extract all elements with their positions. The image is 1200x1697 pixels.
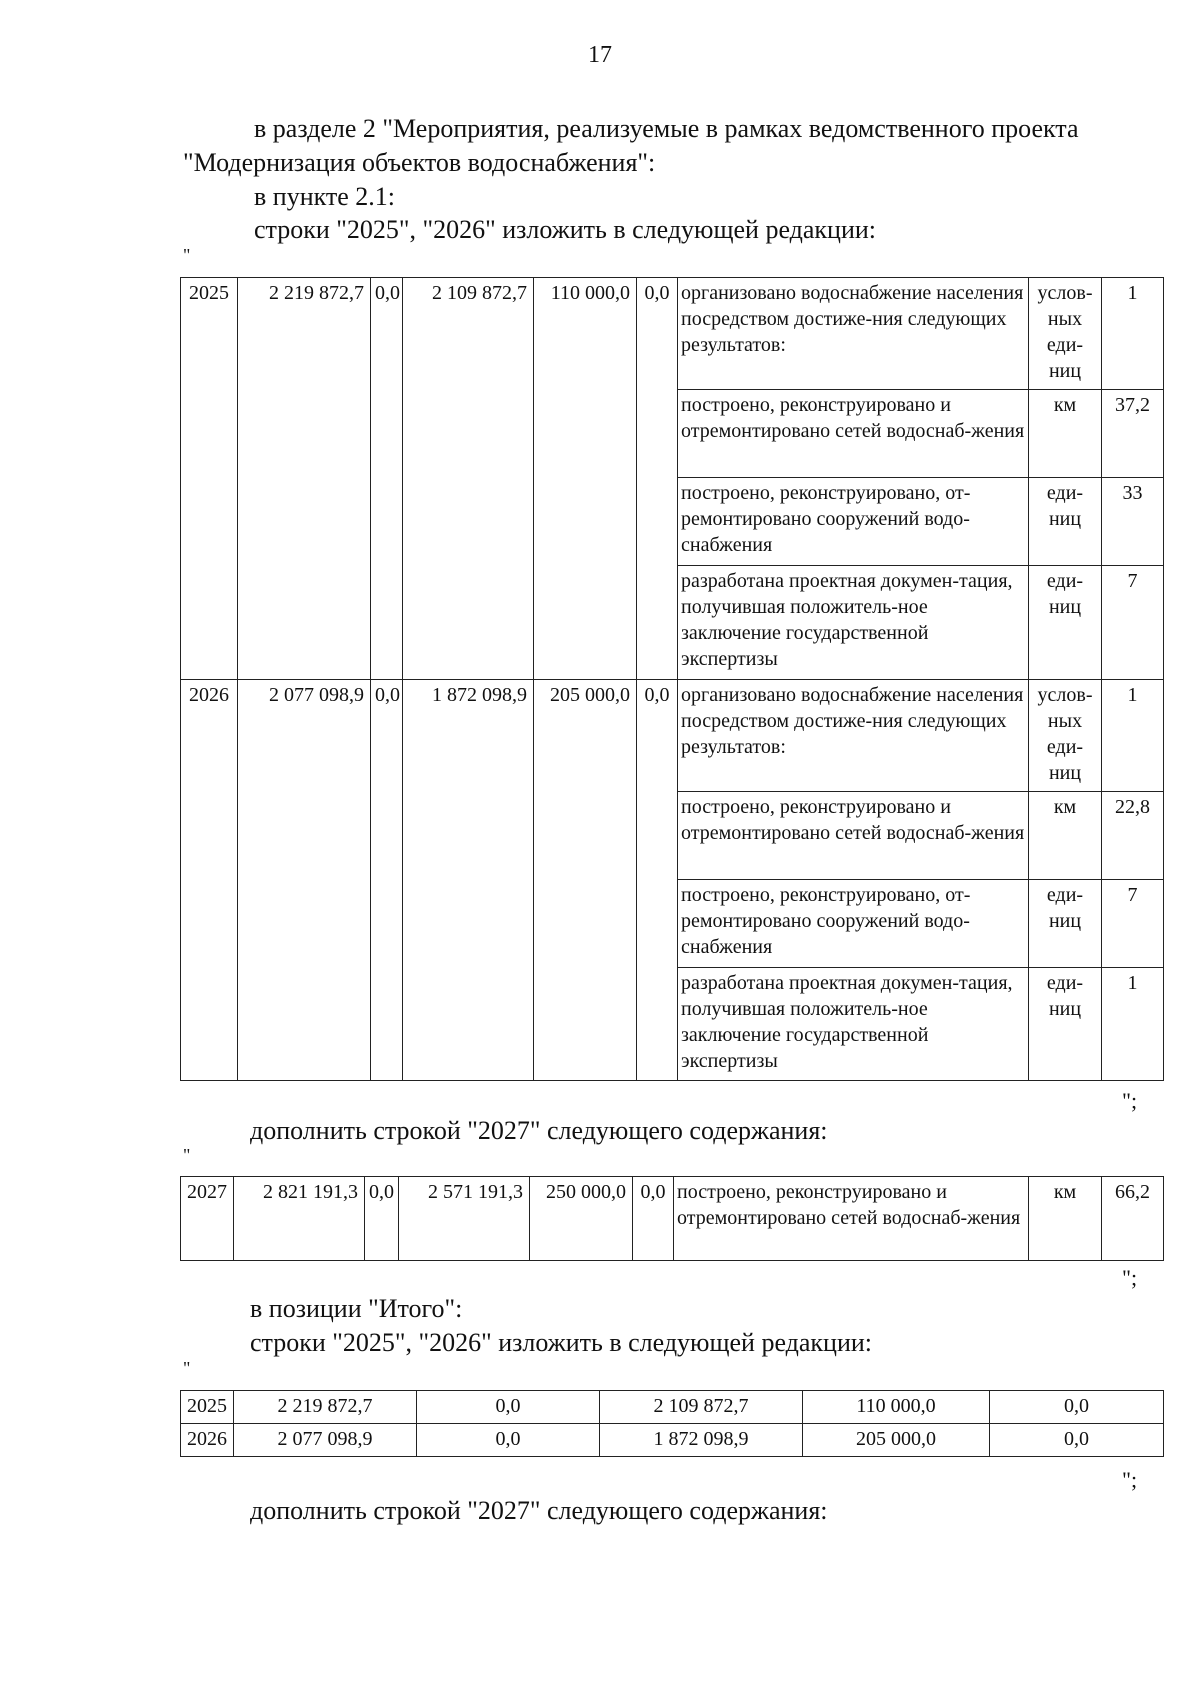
value-cell: 1 872 098,9 [403, 680, 534, 1081]
result-description: построено, реконструировано и отремонтировано сетей водоснаб-жения [674, 1177, 1029, 1261]
indicators-table-2027 [180, 1176, 1164, 1261]
itogo-line-2: строки "2025", "2026" изложить в следующей редакции: [250, 1328, 873, 1357]
value-cell: 205 000,0 [534, 680, 637, 1081]
year-cell: 2026 [181, 1424, 234, 1457]
result-unit: км [1029, 1177, 1102, 1261]
result-description: организовано водоснабжение населения посредством достиже-ния следующих результатов: [678, 278, 1029, 390]
result-unit: еди-ниц [1029, 880, 1102, 968]
intro-line-2: "Модернизация объектов водоснабжения": [183, 148, 656, 177]
table-row [181, 680, 1164, 792]
intro-line-1: в разделе 2 "Мероприятия, реализуемые в рамках ведомственного проекта [254, 114, 1079, 143]
result-value: 1 [1102, 278, 1164, 390]
final-text: дополнить строкой "2027" следующего содержания: [250, 1496, 828, 1525]
intro-line-4: строки "2025", "2026" изложить в следующей редакции: [254, 215, 877, 244]
result-unit: услов-ных еди-ниц [1029, 680, 1102, 792]
page-number: 17 [588, 42, 612, 68]
value-cell: 0,0 [417, 1391, 600, 1424]
year-cell: 2026 [181, 680, 238, 1081]
table-row [181, 1391, 1164, 1424]
value-cell: 250 000,0 [530, 1177, 633, 1261]
value-cell: 0,0 [371, 680, 403, 1081]
total-cell: 2 077 098,9 [238, 680, 371, 1081]
value-cell: 0,0 [637, 680, 678, 1081]
result-unit: км [1029, 390, 1102, 478]
value-cell: 0,0 [990, 1391, 1164, 1424]
result-value: 37,2 [1102, 390, 1164, 478]
value-cell: 205 000,0 [803, 1424, 990, 1457]
itogo-table [180, 1390, 1164, 1457]
result-value: 7 [1102, 880, 1164, 968]
result-value: 1 [1102, 968, 1164, 1081]
result-value: 7 [1102, 566, 1164, 680]
total-cell: 2 821 191,3 [234, 1177, 365, 1261]
result-value: 33 [1102, 478, 1164, 566]
result-description: построено, реконструировано и отремонтировано сетей водоснаб-жения [678, 792, 1029, 880]
open-quote-3: " [183, 1358, 191, 1378]
value-cell: 110 000,0 [534, 278, 637, 680]
value-cell: 2 109 872,7 [403, 278, 534, 680]
result-unit: км [1029, 792, 1102, 880]
result-description: разработана проектная докумен-тация, получившая положитель-ное заключение государственной экспертизы [678, 968, 1029, 1081]
result-value: 1 [1102, 680, 1164, 792]
result-unit: еди-ниц [1029, 968, 1102, 1081]
total-cell: 2 219 872,7 [238, 278, 371, 680]
result-description: построено, реконструировано, от-ремонтировано сооружений водо-снабжения [678, 880, 1029, 968]
value-cell: 0,0 [417, 1424, 600, 1457]
value-cell: 2 571 191,3 [399, 1177, 530, 1261]
close-quote-3: "; [1122, 1467, 1138, 1492]
value-cell: 2 109 872,7 [600, 1391, 803, 1424]
value-cell: 0,0 [365, 1177, 399, 1261]
intro-line-3: в пункте 2.1: [254, 182, 396, 211]
result-description: разработана проектная докумен-тация, получившая положитель-ное заключение государственной экспертизы [678, 566, 1029, 680]
open-quote-1: " [183, 245, 191, 265]
result-description: построено, реконструировано, от-ремонтировано сооружений водо-снабжения [678, 478, 1029, 566]
table-row [181, 1424, 1164, 1457]
open-quote-2: " [183, 1145, 191, 1165]
result-description: организовано водоснабжение населения посредством достиже-ния следующих результатов: [678, 680, 1029, 792]
close-quote-2: "; [1122, 1265, 1138, 1290]
value-cell: 0,0 [990, 1424, 1164, 1457]
value-cell: 0,0 [637, 278, 678, 680]
indicators-table-2025-2026 [180, 277, 1164, 1081]
year-cell: 2025 [181, 278, 238, 680]
add-2027-text: дополнить строкой "2027" следующего содержания: [250, 1116, 828, 1145]
result-unit: еди-ниц [1029, 566, 1102, 680]
result-unit: еди-ниц [1029, 478, 1102, 566]
total-cell: 2 219 872,7 [234, 1391, 417, 1424]
result-description: построено, реконструировано и отремонтировано сетей водоснаб-жения [678, 390, 1029, 478]
total-cell: 2 077 098,9 [234, 1424, 417, 1457]
year-cell: 2027 [181, 1177, 234, 1261]
table-row [181, 1177, 1164, 1261]
close-quote-1: "; [1122, 1088, 1138, 1113]
itogo-line-1: в позиции "Итого": [250, 1294, 463, 1323]
result-unit: услов-ных еди-ниц [1029, 278, 1102, 390]
value-cell: 0,0 [371, 278, 403, 680]
value-cell: 110 000,0 [803, 1391, 990, 1424]
table-row [181, 278, 1164, 390]
year-cell: 2025 [181, 1391, 234, 1424]
value-cell: 0,0 [633, 1177, 674, 1261]
result-value: 22,8 [1102, 792, 1164, 880]
result-value: 66,2 [1102, 1177, 1164, 1261]
value-cell: 1 872 098,9 [600, 1424, 803, 1457]
